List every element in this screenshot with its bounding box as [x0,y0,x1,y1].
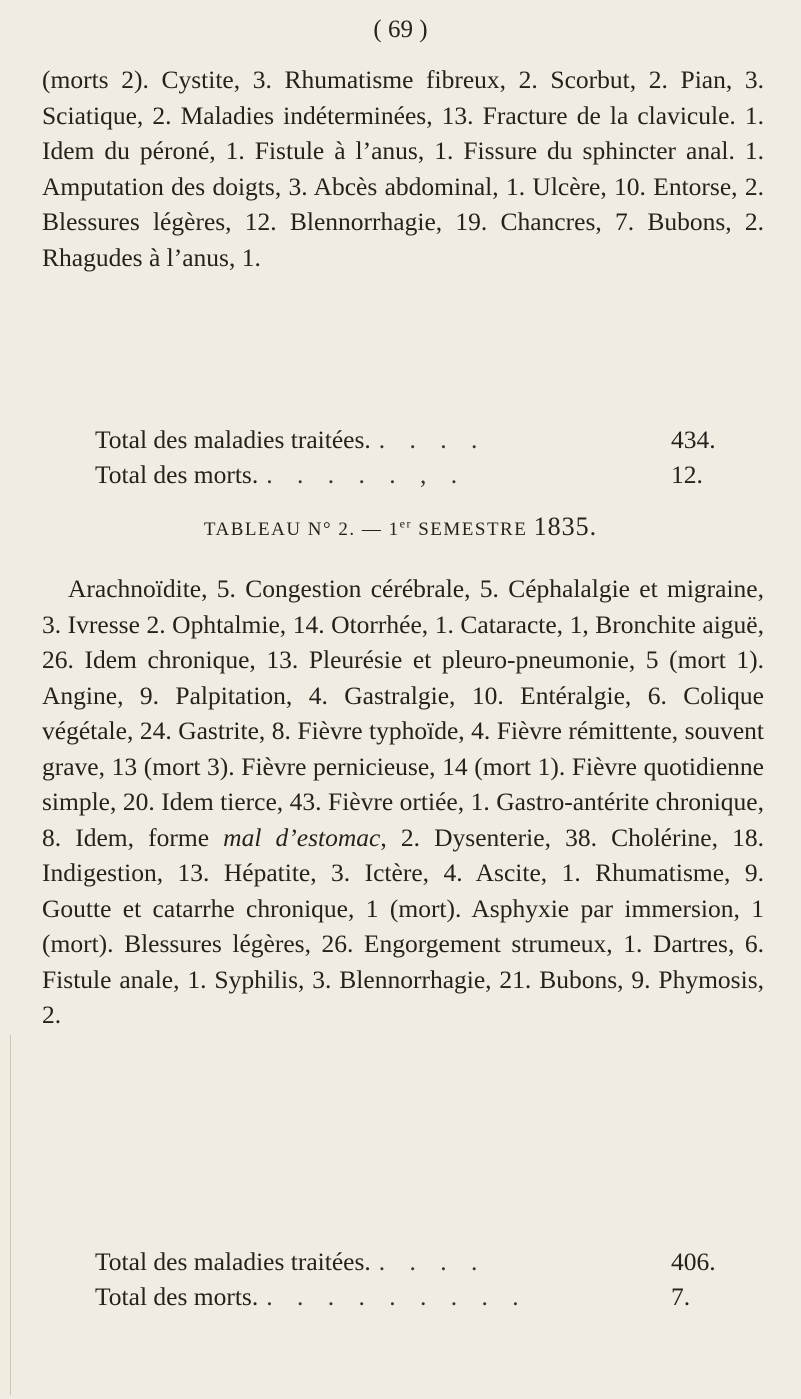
total-deaths-value: 12. [671,460,703,489]
total-treated-row [95,425,735,460]
total-deaths-label: Total des morts. [95,1282,259,1311]
leader-dots: . . . . [378,1247,487,1276]
paragraph-2-italic: mal d’estomac [223,822,381,852]
paragraph-2-text-b: , 2. Dysenterie, 38. Cholérine, 18. Indigestion, 13. Hépatite, 3. Ictère, 4. Ascite, 1. Rhumatisme, 9. Goutte et catarrhe chronique, 1 (mort). Asphyxie par immersion, 1 (mort). Blessures légères, 26. Engorgement strumeux, 1. Dartres, 6. Fistule anale, 1. Syphilis, 3. Blennorrhagie, 21. Bubons, 9. Phymosis, 2. [42,822,765,1029]
heading-semester: SEMESTRE [411,519,534,540]
total-deaths-row [95,460,735,495]
leader-dots: . . . . . , . [266,460,467,489]
total-treated-value: 434. [671,425,716,454]
total-treated-value: 406. [671,1247,716,1276]
page-number: ( 69 ) [373,16,428,43]
page-edge-line [10,1035,11,1395]
heading-superscript: er [399,516,412,531]
total-deaths-row [95,1282,735,1317]
disease-list-paragraph-1: (morts 2). Cystite, 3. Rhumatisme fibreux, 2. Scorbut, 2. Pian, 3. Sciatique, 2. Maladies indéterminées, 13. Fracture de la clavicule. 1. Idem du péroné, 1. Fistule à l’anus, 1. Fissure du sphincter anal. 1. Amputation des doigts, 3. Abcès abdominal, 1. Ulcère, 10. Entorse, 2. Blessures légères, 12. Blennorrhagie, 19. Chancres, 7. Bubons, 2. Rhagudes à l’anus, 1. [42,65,764,272]
disease-list-paragraph-2 [42,571,764,1033]
totals-block-1 [95,425,735,495]
totals-block-2 [95,1247,735,1317]
total-treated-row [95,1247,735,1282]
leader-dots: . . . . . . . . . [266,1282,528,1311]
total-deaths-label: Total des morts. [95,460,259,489]
leader-dots: . . . . [378,425,487,454]
heading-prefix: TABLEAU N° 2. — 1 [203,519,400,540]
total-treated-label: Total des maladies traitées. [95,1247,371,1276]
total-treated-label: Total des maladies traitées. [95,425,371,454]
heading-year: 1835. [533,512,598,541]
paragraph-2-text-a: Arachnoïdite, 5. Congestion cérébrale, 5. Céphalalgie et migraine, 3. Ivresse 2. Ophtalmie, 14. Otorrhée, 1. Cataracte, 1, Bronchite aiguë, 26. Idem chronique, 13. Pleurésie et pleuro-pneumonie, 5 (mort 1). Angine, 9. Palpitation, 4. Gastralgie, 10. Entéralgie, 6. Colique végétale, 24. Gastrite, 8. Fièvre typhoïde, 4. Fièvre rémittente, souvent grave, 13 (mort 3). Fièvre pernicieuse, 14 (mort 1). Fièvre quotidienne simple, 20. Idem tierce, 43. Fièvre ortiée, 1. Gastro-antérite chronique, 8. Idem, forme [42,574,764,852]
table-heading [0,512,801,542]
total-deaths-value: 7. [671,1282,691,1311]
